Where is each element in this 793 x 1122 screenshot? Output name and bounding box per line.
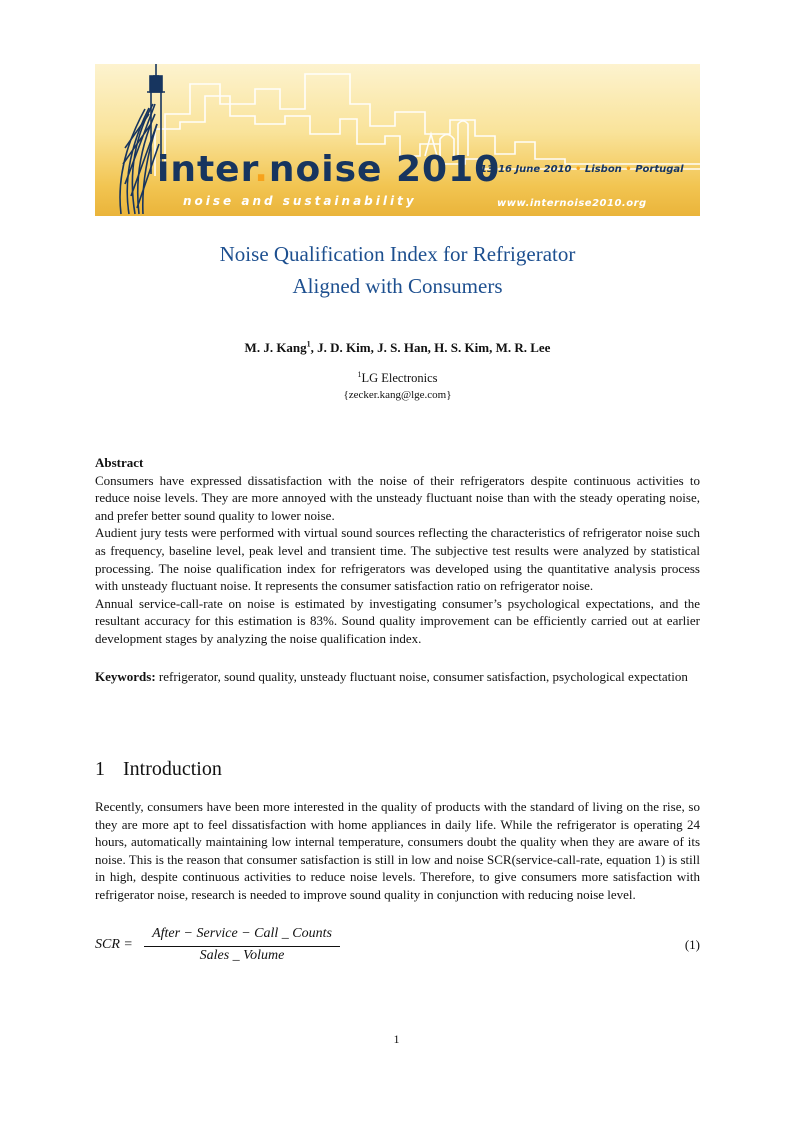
conference-brand — [157, 149, 500, 190]
abstract-paragraph-3: Annual service-call-rate on noise is estimated by investigating consumer’s psychological expectations, and the resultant accuracy for this estimation is 83%. Sound quality improvement can be efficiently carried out at earlier development stages by analyzing the noise qualification index. — [95, 595, 700, 646]
conference-website-link[interactable]: www.internoise2010.org — [497, 198, 647, 209]
equation-number: (1) — [684, 937, 700, 952]
first-author: M. J. Kang — [244, 340, 307, 355]
author-list — [95, 340, 700, 356]
fraction-bar — [144, 946, 340, 947]
affiliation — [95, 371, 700, 386]
equation-numerator: After − Service − Call _ Counts — [152, 926, 332, 941]
brand-part1: inter — [157, 149, 255, 190]
introduction-body — [95, 798, 700, 904]
conference-country: Portugal — [635, 164, 684, 175]
equation-1 — [95, 926, 700, 970]
brand-part2: noise 2010 — [268, 149, 501, 190]
conference-tagline: noise and sustainability — [183, 194, 417, 208]
separator-dot: • — [625, 164, 632, 175]
coauthors: , J. D. Kim, J. S. Han, H. S. Kim, M. R. Lee — [310, 340, 551, 355]
keywords — [95, 668, 700, 686]
keywords-label: Keywords: — [95, 669, 156, 684]
equation-denominator: Sales _ Volume — [199, 948, 285, 963]
page-number: 1 — [393, 1032, 400, 1046]
vasco-da-gama-tower-icon — [120, 64, 165, 214]
keywords-text: refrigerator, sound quality, unsteady fluctuant noise, consumer satisfaction, psychological expectation — [155, 669, 688, 684]
conference-banner — [95, 64, 700, 216]
paper-title-line2: Aligned with Consumers — [292, 274, 503, 298]
affiliation-name: LG Electronics — [361, 371, 438, 385]
author-email: {zecker.kang@lge.com} — [343, 389, 452, 401]
paper-title-line1: Noise Qualification Index for Refrigerator — [219, 242, 576, 266]
brand-dot: . — [254, 149, 269, 190]
conference-date: 13-16 June 2010 — [480, 164, 572, 175]
section-heading-introduction — [95, 758, 222, 781]
introduction-paragraph: Recently, consumers have been more interested in the quality of products with the standard of living on the rise, so they are more apt to feel dissatisfaction with home appliances in daily life. While the refrigerator is operating 24 hours, automatically maintaining low internal temperature, consumers doubt the quality when they are aware of its noise. This is the reason that consumer satisfaction is still in low and noise SCR(service-call-rate, equation 1) is still in high, despite continuous activities to reduce noise levels. Therefore, to give consumers more satisfaction with refrigerator noise, research is needed to improve sound quality in conjunction with reducing noise level. — [95, 799, 700, 902]
conference-city: Lisbon — [584, 164, 622, 175]
section-number: 1 — [95, 758, 105, 780]
abstract-section — [95, 454, 700, 648]
separator-dot: • — [575, 164, 582, 175]
abstract-heading: Abstract — [95, 455, 144, 470]
author-affiliation-mark: 1 — [306, 339, 311, 349]
abstract-paragraph-1: Consumers have expressed dissatisfaction with the noise of their refrigerators despite continuous activities to reduce noise levels. They are more annoyed with the unsteady fluctuant noise than with the steady operating noise, and prefer better sound quality to lower noise. — [95, 472, 700, 523]
equation-lhs: SCR = — [95, 937, 133, 952]
abstract-paragraph-2: Audient jury tests were performed with virtual sound sources reflecting the characteristics of refrigerator noise such as frequency, baseline level, peak level and transient time. The subjective test results were analyzed by statistical processing. The noise qualification index for refrigerators was developed using the quantitative analysis process with unsteady fluctuant noise. It represents the consumer satisfaction ratio on refrigerator noise. — [95, 525, 700, 594]
affiliation-mark: 1 — [357, 369, 362, 379]
section-title: Introduction — [123, 758, 222, 780]
conference-dateline — [480, 164, 684, 175]
